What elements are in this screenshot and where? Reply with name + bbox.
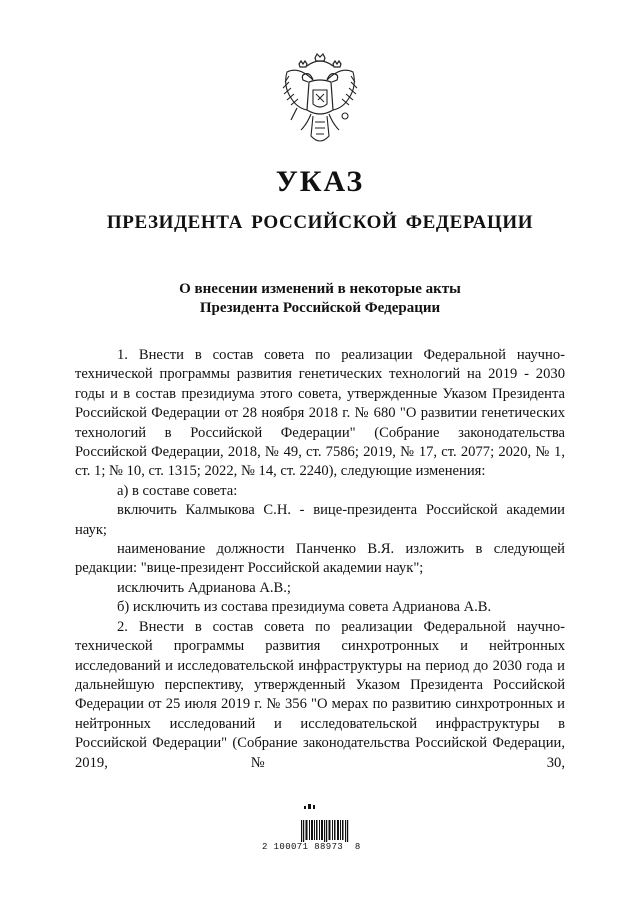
- barcode-number: 2 100071 88973 8: [262, 842, 361, 852]
- document-type: УКАЗ: [275, 165, 365, 198]
- decree-title-line-2: Президента Российской Федерации: [199, 300, 441, 316]
- paragraph-1b: б) исключить из состава президиума совета Адрианова А.В.: [117, 599, 492, 616]
- russian-coat-of-arms-icon: [277, 52, 363, 152]
- decree-body: [75, 346, 565, 773]
- paragraph-1a-rename: наименование должности Панченко В.Я. изложить в следующей редакции: "вице-президент Российской академии наук";: [75, 541, 565, 577]
- decree-title: [0, 280, 640, 318]
- paragraph-1: 1. Внести в состав совета по реализации Федеральной научно-технической программы развития генетических технологий на 2019 - 2030 годы и в состав президиума этого совета, утвержденные Указом Президента Российской Федерации от 28 ноября 2018 г. № 680 "О развитии генетических технологий в Российской Федерации" (Собрание законодательства Российской Федерации, 2018, № 49, ст. 7586; 2019, № 17, ст. 2077; 2020, № 1, ст. 1; № 10, ст. 1315; 2022, № 14, ст. 2240), следующие изменения:: [75, 347, 565, 480]
- paragraph-1a: а) в составе совета:: [117, 482, 238, 499]
- decree-title-line-1: О внесении изменений в некоторые акты: [179, 281, 461, 297]
- paragraph-1a-exclude: исключить Адрианова А.В.;: [117, 579, 291, 596]
- paragraph-2: 2. Внести в состав совета по реализации Федеральной научно-технической программы развития синхротронных и нейтронных исследований и исследовательской инфраструктуры на период до 2030 года и дальнейшую перспективу, утвержденный Указом Президента Российской Федерации от 25 июля 2019 г. № 356 "О мерах по развитию синхротронных и нейтронных исследований и исследовательской инфраструктуры в Российской Федерации" (Собрание законодательства Российской Федерации, 2019, № 30,: [75, 618, 565, 771]
- paragraph-1a-include: включить Калмыкова С.Н. - вице-президента Российской академии наук;: [75, 502, 565, 538]
- issuer-title: ПРЕЗИДЕНТА РОССИЙСКОЙ ФЕДЕРАЦИИ: [106, 212, 534, 233]
